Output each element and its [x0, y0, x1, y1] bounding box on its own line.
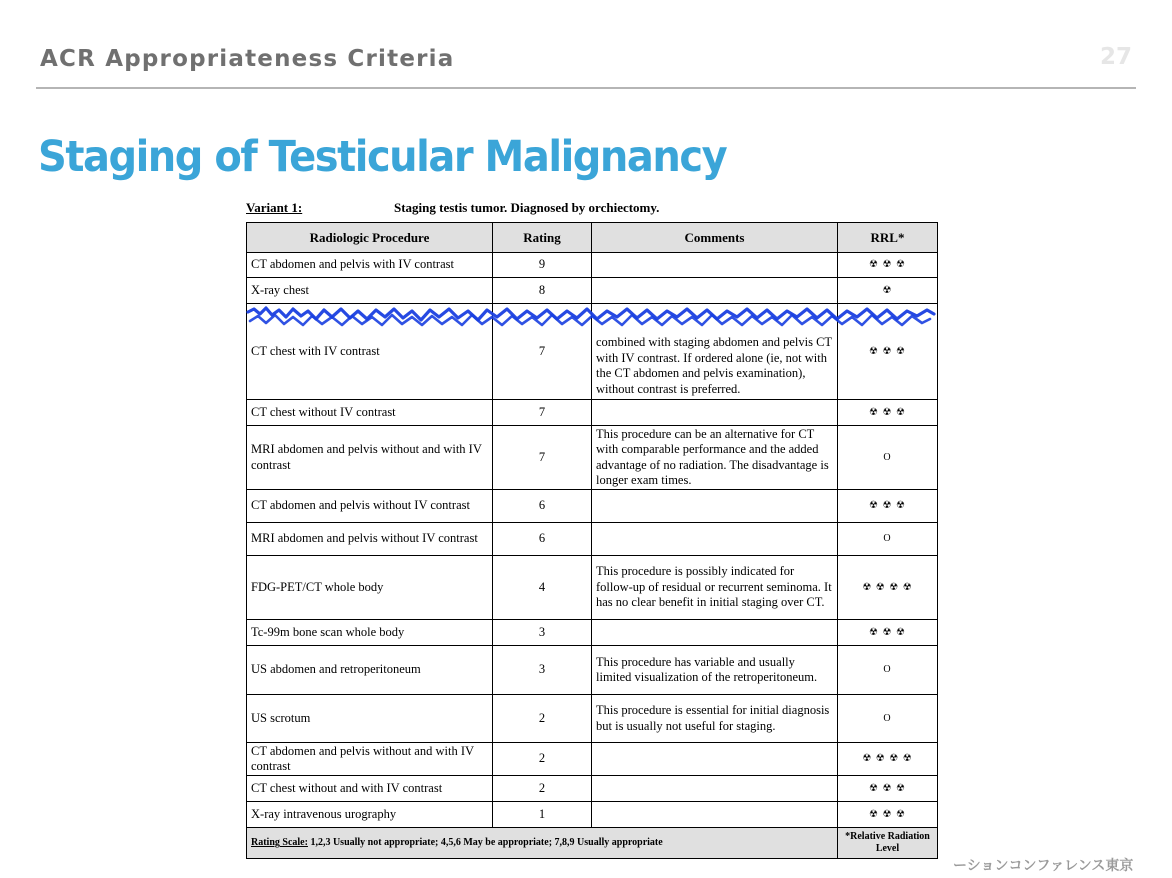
rrl-cell: O [838, 523, 938, 556]
table-row [247, 253, 938, 278]
procedure-cell: X-ray intravenous urography [247, 802, 493, 828]
rrl-cell: ☢ ☢ ☢ [838, 304, 938, 400]
rating-cell: 2 [493, 743, 592, 776]
comments-cell [592, 278, 838, 304]
table-row [247, 426, 938, 490]
rrl-cell: ☢ ☢ ☢ [838, 490, 938, 523]
page-number: 27 [1099, 44, 1132, 70]
comments-cell [592, 802, 838, 828]
rating-cell: 4 [493, 556, 592, 620]
rating-cell: 6 [493, 490, 592, 523]
rating-cell: 2 [493, 776, 592, 802]
comments-cell [592, 253, 838, 278]
rrl-footnote: *Relative Radiation Level [838, 828, 938, 859]
rrl-cell: ☢ ☢ ☢ [838, 776, 938, 802]
rating-cell: 3 [493, 620, 592, 646]
procedure-cell: CT abdomen and pelvis without and with IV contrast [247, 743, 493, 776]
procedure-cell: FDG-PET/CT whole body [247, 556, 493, 620]
procedure-cell: CT chest without and with IV contrast [247, 776, 493, 802]
procedure-cell: US scrotum [247, 695, 493, 743]
procedure-cell: X-ray chest [247, 278, 493, 304]
table-row [247, 620, 938, 646]
column-header-rrl: RRL* [838, 223, 938, 253]
comments-cell: This procedure is possibly indicated for follow-up of residual or recurrent seminoma. It has no clear benefit in initial staging over CT. [592, 556, 838, 620]
procedure-cell: CT abdomen and pelvis with IV contrast [247, 253, 493, 278]
slide-header: ACR Appropriateness Criteria [40, 46, 455, 72]
rating-cell: 3 [493, 646, 592, 695]
column-header-procedure: Radiologic Procedure [247, 223, 493, 253]
table-row [247, 523, 938, 556]
comments-cell [592, 776, 838, 802]
rating-scale-cell [247, 828, 838, 859]
rating-cell: 2 [493, 695, 592, 743]
comments-cell [592, 490, 838, 523]
table-row [247, 278, 938, 304]
rating-cell: 7 [493, 400, 592, 426]
rrl-cell: O [838, 695, 938, 743]
table-row [247, 802, 938, 828]
rating-scale-text: 1,2,3 Usually not appropriate; 4,5,6 May be appropriate; 7,8,9 Usually appropriate [310, 837, 663, 849]
slide-title: Staging of Testicular Malignancy [38, 132, 727, 182]
rrl-cell: ☢ ☢ ☢ [838, 400, 938, 426]
column-header-rating: Rating [493, 223, 592, 253]
table-row [247, 743, 938, 776]
column-header-comments: Comments [592, 223, 838, 253]
rrl-cell: ☢ ☢ ☢ [838, 253, 938, 278]
comments-cell: This procedure has variable and usually limited visualization of the retroperitoneum. [592, 646, 838, 695]
table-row [247, 304, 938, 400]
rating-cell: 6 [493, 523, 592, 556]
procedure-cell: CT chest with IV contrast [247, 304, 493, 400]
acr-document [246, 198, 938, 859]
rrl-cell: ☢ ☢ ☢ [838, 802, 938, 828]
rrl-cell: ☢ ☢ ☢ [838, 620, 938, 646]
table-row [247, 695, 938, 743]
header-divider [36, 87, 1136, 89]
procedure-cell: US abdomen and retroperitoneum [247, 646, 493, 695]
rrl-cell: O [838, 646, 938, 695]
rating-cell: 7 [493, 304, 592, 400]
variant-text: Staging testis tumor. Diagnosed by orchiectomy. [394, 200, 660, 215]
procedure-cell: Tc-99m bone scan whole body [247, 620, 493, 646]
rating-cell: 7 [493, 426, 592, 490]
acr-table [246, 222, 938, 859]
comments-cell: This procedure can be an alternative for CT with comparable performance and the added advantage of no radiation. The disadvantage is longer exam times. [592, 426, 838, 490]
footer-conference-text: ーションコンファレンス東京 [953, 858, 1134, 874]
table-header-row [247, 223, 938, 253]
table-row [247, 776, 938, 802]
comments-cell: combined with staging abdomen and pelvis CT with IV contrast. If ordered alone (ie, not with the CT abdomen and pelvis examination), without contrast is preferred. [592, 304, 838, 400]
variant-label: Variant 1: [246, 200, 303, 215]
table-row [247, 646, 938, 695]
rrl-cell: ☢ [838, 278, 938, 304]
rating-cell: 8 [493, 278, 592, 304]
rating-cell: 1 [493, 802, 592, 828]
procedure-cell: MRI abdomen and pelvis without and with IV contrast [247, 426, 493, 490]
comments-cell [592, 523, 838, 556]
table-row [247, 400, 938, 426]
comments-cell [592, 620, 838, 646]
rating-cell: 9 [493, 253, 592, 278]
rrl-cell: ☢ ☢ ☢ ☢ [838, 743, 938, 776]
table-row [247, 556, 938, 620]
table-row [247, 490, 938, 523]
rating-scale-row [247, 828, 938, 859]
procedure-cell: MRI abdomen and pelvis without IV contrast [247, 523, 493, 556]
procedure-cell: CT chest without IV contrast [247, 400, 493, 426]
comments-cell [592, 743, 838, 776]
rrl-cell: O [838, 426, 938, 490]
variant-line [246, 198, 938, 222]
rrl-cell: ☢ ☢ ☢ ☢ [838, 556, 938, 620]
procedure-cell: CT abdomen and pelvis without IV contrast [247, 490, 493, 523]
comments-cell [592, 400, 838, 426]
rating-scale-label: Rating Scale: [251, 837, 308, 849]
comments-cell: This procedure is essential for initial diagnosis but is usually not useful for staging. [592, 695, 838, 743]
